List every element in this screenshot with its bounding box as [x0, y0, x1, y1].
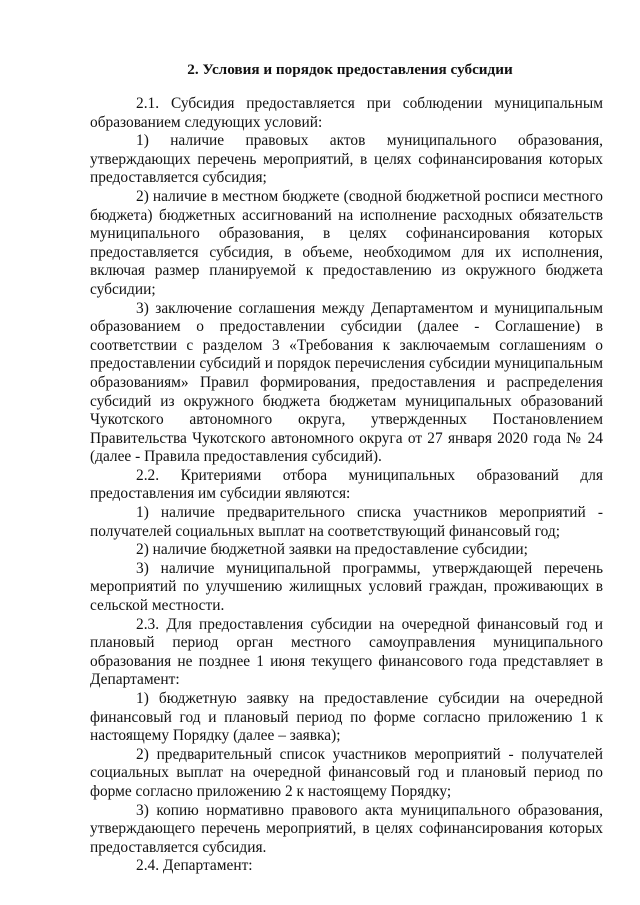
section-heading: 2. Условия и порядок предоставления субсидии: [187, 61, 513, 78]
paragraph-2-1-item-3: 3) заключение соглашения между Департаментом и муниципальным образованием о предоставлении субсидии (далее - Соглашение) в соответствии с разделом 3 «Требования к заключаемым соглашениям о предоставлении субсидий и порядок перечисления субсидии муниципальным образованиям» Правил формирования, предоставления и распределения субсидий из окружного бюджета бюджетам муниципальных образований Чукотского автономного округа, утвержденных Постановлением Правительства Чукотского автономного округа от 27 января 2020 года № 24 (далее - Правила предоставления субсидий).: [90, 299, 603, 466]
paragraph-2-2: 2.2. Критериями отбора муниципальных образований для предоставления им субсидии являются:: [90, 466, 603, 503]
paragraph-2-3-item-3: 3) копию нормативно правового акта муниципального образования, утверждающего перечень мероприятий, в целях софинансирования которых предоставляется субсидия.: [90, 801, 603, 856]
paragraph-2-2-item-1: 1) наличие предварительного списка участников мероприятий - получателей социальных выплат на соответствующий финансовый год;: [90, 504, 603, 540]
paragraph-2-2-item-2: 2) наличие бюджетной заявки на предоставление субсидии;: [136, 541, 528, 559]
section-body: [90, 95, 603, 876]
paragraph-2-3-item-1: 1) бюджетную заявку на предоставление субсидии на очередной финансовый год и плановый период по форме согласно приложению 1 к настоящему Порядку (далее – заявка);: [90, 690, 603, 745]
paragraph-2-2-item-3: 3) наличие муниципальной программы, утверждающей перечень мероприятий по улучшению жилищных условий граждан, проживающих в сельской местности.: [90, 559, 603, 615]
paragraph-2-1-item-1: 1) наличие правовых актов муниципального образования, утверждающих перечень мероприятий, в целях софинансирования которых предоставляется субсидия;: [90, 132, 603, 187]
paragraph-2-3: 2.3. Для предоставления субсидии на очередной финансовый год и плановый период орган местного самоуправления муниципального образования не позднее 1 июня текущего финансового года представляет в Департамент:: [90, 615, 603, 689]
paragraph-2-4: 2.4. Департамент:: [136, 857, 253, 875]
paragraph-2-1: 2.1. Субсидия предоставляется при соблюдении муниципальным образованием следующих условий:: [90, 95, 603, 131]
paragraph-2-3-item-2: 2) предварительный список участников мероприятий - получателей социальных выплат на очередной финансовый год и плановый период по форме согласно приложению 2 к настоящему Порядку;: [90, 745, 603, 800]
paragraph-2-1-item-2: 2) наличие в местном бюджете (сводной бюджетной росписи местного бюджета) бюджетных ассигнований на исполнение расходных обязательств муниципального образования, в целях софинансирования которых предоставляется субсидия, в объеме, необходимом для их исполнения, включая размер планируемой к предоставлению из окружного бюджета субсидии;: [90, 187, 603, 298]
